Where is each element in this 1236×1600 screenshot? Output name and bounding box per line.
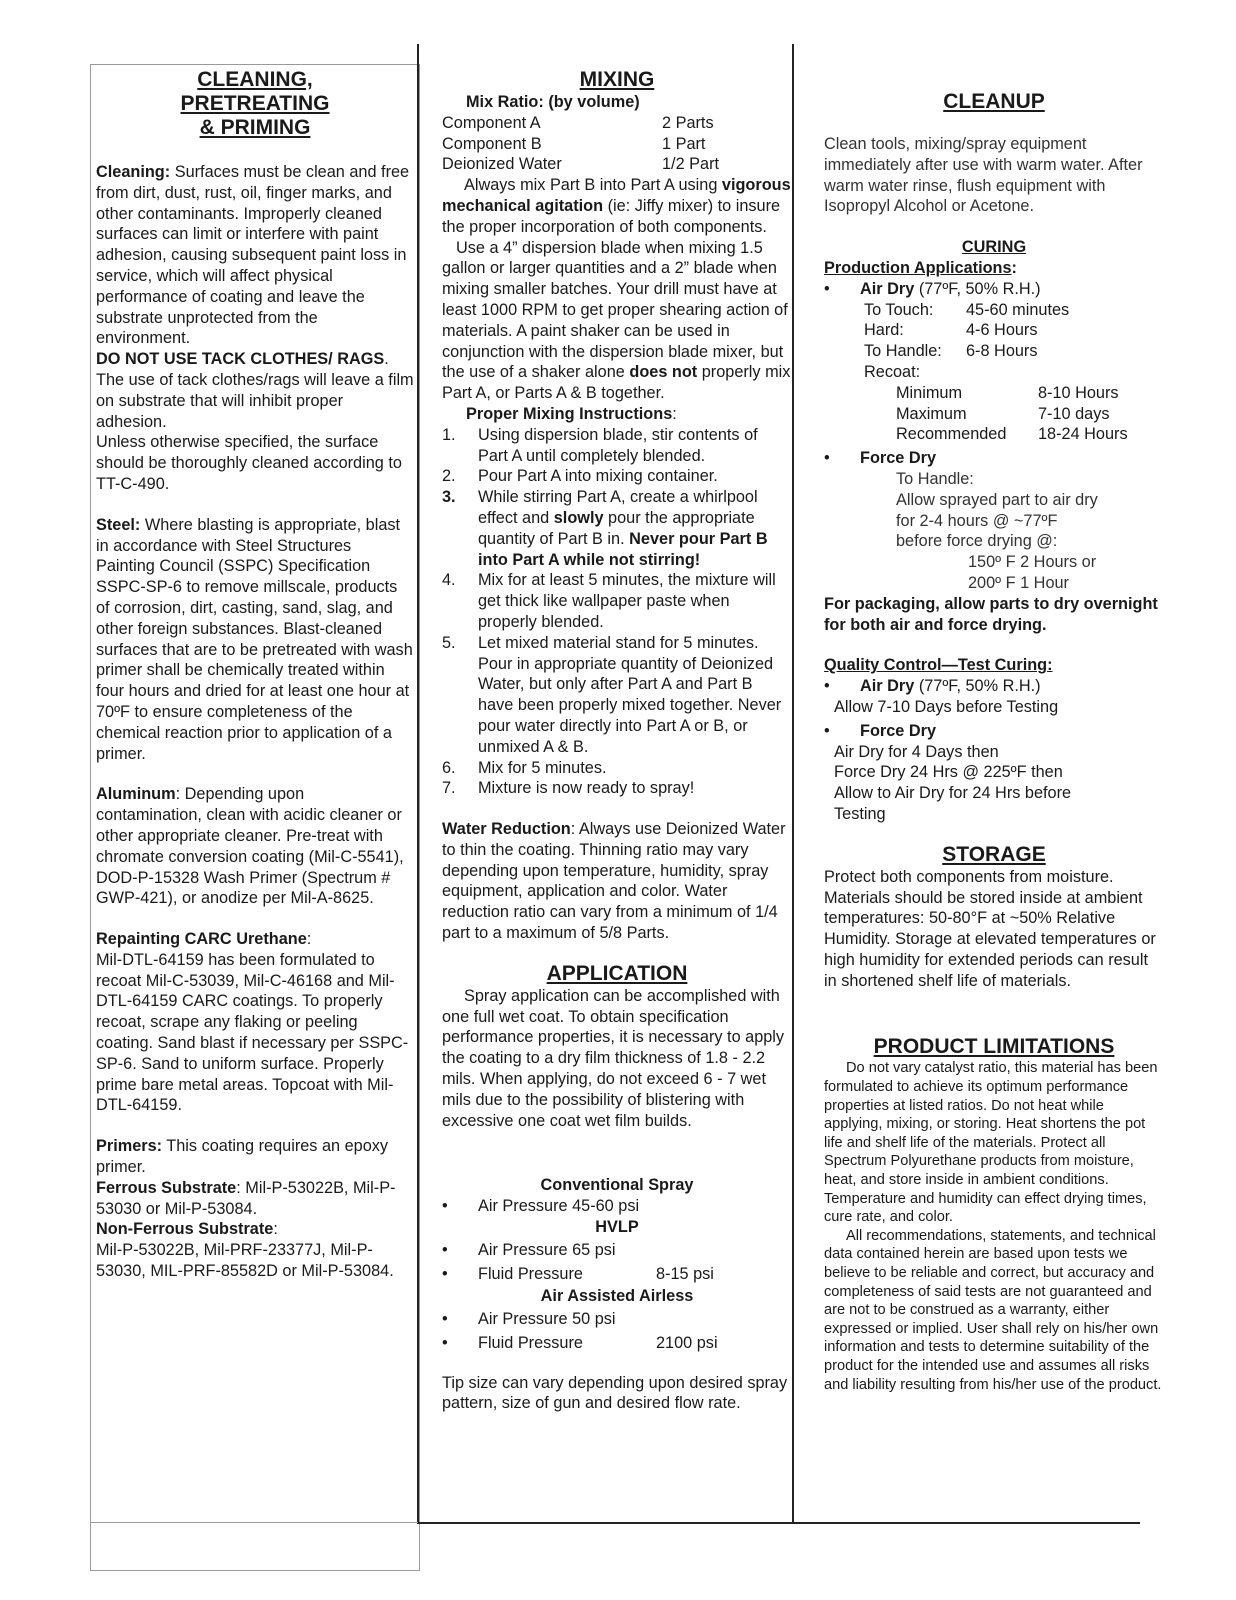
proper-heading (442, 404, 792, 425)
primers-paragraph (96, 1136, 414, 1178)
mixing-title: MIXING (579, 68, 655, 91)
touch-key: To Touch: (864, 300, 934, 319)
aaa-fluid-key: Fluid Pressure (478, 1333, 583, 1352)
conventional-list (442, 1196, 792, 1217)
step-text (478, 487, 792, 570)
list-item (442, 1196, 792, 1217)
aaa-list (442, 1307, 792, 1355)
list-item (824, 279, 1164, 300)
bullet-icon: • (442, 1333, 448, 1352)
list-item (824, 721, 1164, 742)
water-paragraph (442, 819, 792, 944)
touch-value: 45-60 minutes (966, 300, 1070, 319)
list-item (442, 466, 792, 487)
nonferrous-label: Non-Ferrous Substrate (96, 1220, 274, 1239)
curing-title: CURING (961, 238, 1027, 257)
fd-handle: To Handle: (896, 469, 974, 488)
limitations-title: PRODUCT LIMITATIONS (873, 1035, 1115, 1059)
qc-airdry-list (824, 676, 1164, 697)
list-item (442, 425, 792, 467)
step-text: Using dispersion blade, stir contents of Part A until completely blended. (478, 425, 758, 465)
production-heading (824, 258, 1164, 279)
airdry-cond: (77ºF, 50% R.H.) (914, 279, 1041, 298)
bottom-rule-left (90, 1522, 418, 1523)
max-value: 7-10 days (1038, 404, 1110, 423)
step-number: 7. (442, 779, 456, 798)
application-title: APPLICATION (546, 961, 688, 985)
repaint-colon: : (306, 930, 312, 949)
qc-forcedry-list (824, 721, 1164, 742)
step-number: 1. (442, 425, 456, 444)
list-item (442, 778, 792, 799)
ratio-row-value: 2 Parts (662, 113, 714, 132)
step3-a: While stirring Part A, create a whirlpool effect and (478, 488, 758, 527)
tack-label: DO NOT USE TACK CLOTHES/ RAGS (96, 350, 385, 369)
list-item (442, 570, 792, 632)
always-text-b: vigorous mechanical agitation (442, 176, 791, 215)
storage-paragraph: Protect both components from moisture. Materials should be stored inside at ambient temperatures: 50-80°F at ~50% Relative Humidity. Storage at elevated temperatures or high humidity for extended periods can result in shortened shelf life of materials. (824, 867, 1156, 990)
use-text-a: Use a 4” dispersion blade when mixing 1.5 gallon or larger quantities and a 2” blade when mixing smaller batches. Your drill must have at least 1000 RPM to get proper shearing action of materials. A paint shaker can be used in conjunction with the dispersion blade mixer, but the use of a shaker alone (442, 238, 788, 382)
ferrous-paragraph (96, 1178, 414, 1220)
cleaning-paragraph (96, 162, 414, 349)
proper-colon: : (672, 404, 677, 423)
hvlp-fluid-value: 8-15 psi (656, 1264, 714, 1283)
repaint-heading (96, 929, 414, 950)
step-number: 6. (442, 758, 456, 777)
ratio-row (442, 113, 792, 134)
aaa-fluid-value: 2100 psi (656, 1333, 718, 1352)
max-key: Maximum (896, 404, 967, 423)
hard-key: Hard: (864, 321, 904, 340)
conv-air: Air Pressure 45-60 psi (478, 1197, 640, 1216)
tack-paragraph (96, 349, 414, 432)
steel-paragraph (96, 515, 414, 765)
bottom-rule (418, 1522, 1140, 1524)
production-colon: : (1011, 258, 1017, 277)
list-item (442, 487, 792, 570)
limitations-paragraph-2: All recommendations, statements, and technical data contained herein are based upon tests we believe to be reliable and correct, but accuracy and completeness of said tests are not guaranteed and are not to be construed as a warranty, either expressed or implied. User shall rely on his/her own information and tests to determine suitability of the product for the intended use and assumes all risks and liability resulting from his/her use of the product. (824, 1227, 1162, 1393)
storage-title: STORAGE (942, 842, 1046, 866)
qc-fd3: Allow to Air Dry for 24 Hrs before (834, 784, 1072, 803)
cleanup-paragraph: Clean tools, mixing/spray equipment immediately after use with warm water. After warm water rinse, flush equipment with Isopropyl Alcohol or Acetone. (824, 135, 1143, 216)
aaa-air: Air Pressure 50 psi (478, 1309, 616, 1328)
steel-label: Steel: (96, 515, 141, 534)
step-number: 5. (442, 633, 456, 652)
always-text-a: Always mix Part B into Part A using (464, 176, 722, 195)
ratio-row (442, 154, 792, 175)
bullet-icon: • (442, 1197, 448, 1216)
aluminum-text: : Depending upon contamination, clean with acidic cleaner or other appropriate cleaner. Pre-treat with chromate conversion coating (Mil-C-5541), DOD-P-15328 Wash Primer (Spectrum # GWP-421), or anodize per Mil-A-8625. (96, 785, 404, 908)
bullet-icon: • (824, 449, 830, 468)
min-key: Minimum (896, 383, 963, 402)
qc-fd1: Air Dry for 4 Days then (834, 742, 999, 761)
water-label: Water Reduction (442, 820, 571, 839)
limitations-paragraph-1: Do not vary catalyst ratio, this material has been formulated to achieve its optimum performance properties at listed ratios. Do not heat while applying, mixing, or storing. Heat shortens the pot life and shelf life of the materials. Protect all Spectrum Polyurethane products from moisture, heat, and store inside in ambient conditions. Temperature and humidity can effect drying times, cure rate, and color. (824, 1060, 1158, 1226)
repaint-paragraph: Mil-DTL-64159 has been formulated to recoat Mil-C-53039, Mil-C-46168 and Mil-DTL-64159 CARC coatings. To properly recoat, scrape any flaking or peeling coating. Sand blast if necessary per SSPC-SP-6. Sand to uniform surface. Properly prime bare metal areas. Topcoat with Mil-DTL-64159. (96, 950, 409, 1115)
qc-forcedry-details (824, 742, 1164, 825)
step-number: 3. (442, 488, 456, 507)
qc-forcedry-label: Force Dry (860, 721, 937, 740)
repaint-label: Repainting CARC Urethane (96, 930, 307, 949)
bullet-icon: • (442, 1240, 448, 1259)
step3-c: pour the appropriate quantity of Part B in. (478, 508, 755, 548)
ratio-row-key: Deionized Water (442, 155, 562, 174)
airdry-details (824, 300, 1164, 446)
qc-airdry-text: Allow 7-10 Days before Testing (834, 697, 1059, 716)
step-number: 4. (442, 571, 456, 590)
airdry-label: Air Dry (860, 279, 915, 298)
forcedry-list (824, 448, 1164, 469)
hvlp-label: HVLP (595, 1218, 639, 1237)
cleaning-text: Surfaces must be clean and free from dirt, dust, rust, oil, finger marks, and other contaminants. Improperly cleaned surfaces can limit or interfere with paint adhesion, causing subsequent paint loss in service, which will affect physical performance of coating and leave the substrate unprotected from the environment. (96, 163, 410, 348)
step3-d: Never pour Part B into Part A while not stirring! (478, 529, 768, 569)
ferrous-text: : Mil-P-53022B, Mil-P-53030 or Mil-P-53084. (96, 1178, 396, 1218)
bullet-icon: • (824, 677, 830, 696)
tip-paragraph: Tip size can vary depending upon desired spray pattern, size of gun and desired flow rate. (442, 1373, 788, 1413)
use-paragraph (442, 238, 792, 404)
divider-right (792, 44, 794, 1524)
column-cleanup (824, 90, 1164, 1394)
step-text: Let mixed material stand for 5 minutes. Pour in appropriate quantity of Deionized Water, but only after Part A and Part B have been properly mixed together. Never pour water directly into Part A or B, or unmixed A & B. (478, 633, 782, 756)
ratio-row-key: Component A (442, 113, 541, 132)
proper-label: Proper Mixing Instructions (466, 404, 673, 423)
ratio-row-value: 1 Part (662, 134, 706, 153)
packaging-paragraph: For packaging, allow parts to dry overnight for both air and force drying. (824, 594, 1158, 634)
hvlp-fluid-key: Fluid Pressure (478, 1264, 583, 1283)
hvlp-list (442, 1238, 792, 1286)
list-item (442, 1238, 792, 1262)
bullet-icon: • (824, 721, 830, 740)
steel-text: Where blasting is appropriate, blast in accordance with Steel Structures Painting Council (SSPC) Specification SSPC-SP-6 to remove millscale, products of corrosion, dirt, casting, sand, slag, and other foreign substances. Blast-cleaned surfaces that are to be pretreated with wash primer shall be chemically treated within four hours and dried for at least one hour at 70ºF to ensure completeness of the chemical reaction prior to application of a primer. (96, 515, 413, 763)
divider-left (417, 44, 419, 1524)
use-text-c: properly mix Part A, or Parts A & B together. (442, 363, 791, 403)
production-list (824, 279, 1164, 300)
water-text: : Always use Deionized Water to thin the coating. Thinning ratio may vary depending upon temperature, humidity, spray equipment, application and color. Water reduction ratio can vary from a minimum of 1/4 part to a maximum of 5/8 Parts. (442, 820, 786, 943)
unless-paragraph: Unless otherwise specified, the surface should be thoroughly cleaned according to TT-C-490. (96, 433, 402, 493)
list-item (824, 448, 1164, 469)
fd-text2: for 2-4 hours @ ~77ºF (896, 511, 1058, 530)
bullet-icon: • (442, 1309, 448, 1328)
nonferrous-colon: : (273, 1220, 278, 1239)
aluminum-label: Aluminum (96, 785, 176, 804)
cleaning-label: Cleaning: (96, 163, 171, 181)
aluminum-paragraph (96, 784, 414, 909)
list-item (442, 633, 792, 758)
fd-temp1: 150º F 2 Hours or (968, 553, 1097, 572)
hvlp-air: Air Pressure 65 psi (478, 1240, 616, 1259)
fd-text3: before force drying @: (896, 532, 1058, 551)
aaa-label: Air Assisted Airless (540, 1286, 694, 1305)
mixing-steps (442, 425, 792, 799)
forcedry-label: Force Dry (860, 449, 937, 468)
qc-label: Quality Control—Test Curing: (824, 656, 1053, 675)
bullet-icon: • (442, 1264, 448, 1283)
ratio-row-key: Component B (442, 134, 542, 153)
recoat-label: Recoat: (864, 362, 921, 381)
ferrous-label: Ferrous Substrate (96, 1178, 237, 1197)
step-text: Mix for 5 minutes. (478, 758, 607, 777)
qc-fd4: Testing (834, 804, 886, 823)
fd-text1: Allow sprayed part to air dry (896, 490, 1098, 509)
qc-fd2: Force Dry 24 Hrs @ 225ºF then (834, 763, 1063, 782)
list-item (442, 1331, 792, 1355)
rec-value: 18-24 Hours (1038, 425, 1128, 444)
always-paragraph (442, 175, 792, 237)
cleanup-title: CLEANUP (943, 90, 1045, 113)
use-text-b: does not (629, 363, 698, 382)
bullet-icon: • (824, 279, 830, 298)
list-item (824, 676, 1164, 697)
primers-text: This coating requires an epoxy primer. (96, 1137, 389, 1177)
list-item (442, 1262, 792, 1286)
tack-text: . The use of tack clothes/rags will leave a film on substrate that will inhibit proper adhesion. (96, 350, 414, 431)
rec-key: Recommended (896, 425, 1007, 444)
list-item (442, 1307, 792, 1331)
step-text: Pour Part A into mixing container. (478, 467, 718, 486)
qc-airdry-cond: (77ºF, 50% R.H.) (914, 677, 1041, 696)
conventional-label: Conventional Spray (540, 1176, 694, 1195)
handle-value: 6-8 Hours (966, 342, 1038, 361)
fd-temp2: 200º F 1 Hour (968, 573, 1069, 592)
step-number: 2. (442, 467, 456, 486)
production-label: Production Applications (824, 258, 1012, 277)
column-mixing (442, 68, 792, 1414)
application-paragraph: Spray application can be accomplished with one full wet coat. To obtain specification performance properties, it is necessary to apply the coating to a dry film thickness of 1.8 - 2.2 mils. When applying, do not exceed 6 - 7 wet mils due to the possibility of blistering with excessive one coat wet film builds. (442, 986, 785, 1130)
forcedry-details (824, 469, 1164, 594)
handle-key: To Handle: (864, 342, 942, 361)
nonferrous-paragraph: Mil-P-53022B, Mil-PRF-23377J, Mil-P-53030, MIL-PRF-85582D or Mil-P-53084. (96, 1241, 394, 1281)
column-cleaning (96, 68, 414, 1282)
ratio-row-value: 1/2 Part (662, 155, 720, 174)
cleaning-title: CLEANING, PRETREATING & PRIMING (180, 68, 330, 139)
nonferrous-heading (96, 1219, 414, 1240)
min-value: 8-10 Hours (1038, 383, 1119, 402)
hard-value: 4-6 Hours (966, 321, 1038, 340)
qc-airdry-label: Air Dry (860, 677, 915, 696)
mix-ratio-label: Mix Ratio: (by volume) (466, 93, 640, 111)
step-text: Mixture is now ready to spray! (478, 779, 695, 798)
list-item (442, 758, 792, 779)
step3-b: slowly (553, 508, 604, 527)
ratio-row (442, 134, 792, 155)
primers-label: Primers: (96, 1137, 163, 1156)
always-text-c: (ie: Jiffy mixer) to insure the proper incorporation of both components. (442, 196, 781, 236)
step-text: Mix for at least 5 minutes, the mixture will get thick like wallpaper paste when properly blended. (478, 571, 776, 631)
